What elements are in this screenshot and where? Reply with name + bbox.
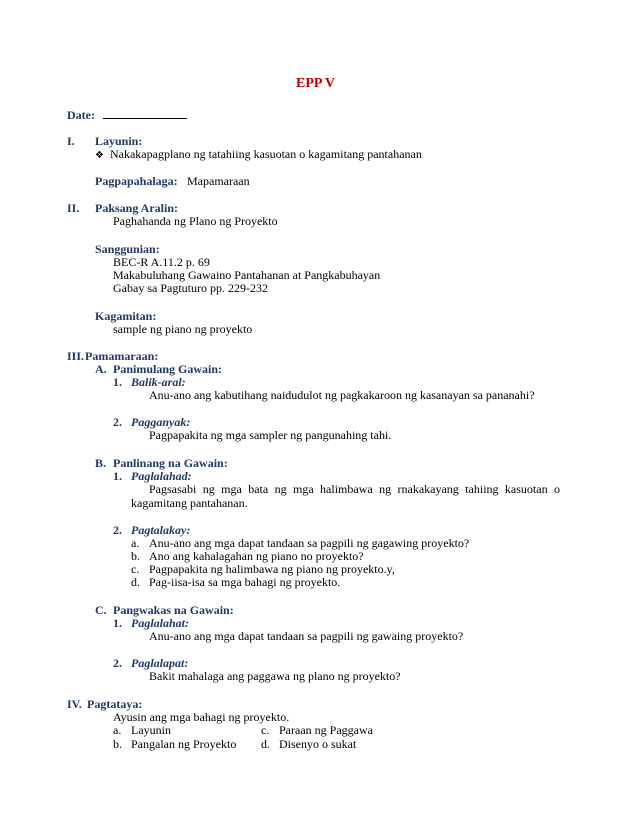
subsection-b-letter: B.	[95, 456, 107, 470]
c-item-1-number: 1.	[113, 616, 122, 630]
c-item-1-label: Paglalahat:	[131, 616, 190, 630]
section-3-number: III.	[67, 349, 85, 363]
b-item-1-text-line-2: kagamitang pantahanan.	[131, 496, 248, 510]
choice-text: Pangalan ng Proyekto	[131, 737, 237, 751]
b-item-1-text-line-1: Pagsasabi ng mga bata ng mga halimbawa ng rnakakayang tahiing kasuotan o	[149, 482, 560, 496]
subsection-a-letter: A.	[95, 362, 107, 376]
objective-bullet	[95, 147, 422, 163]
section-4-number: IV.	[67, 697, 82, 711]
references-heading: Sanggunian:	[95, 242, 160, 256]
date-blank-line	[103, 107, 187, 119]
a-item-1-text: Anu-ano ang kabutihang naidudulot ng pagkakaroon ng kasanayan sa pananahi?	[149, 388, 535, 402]
list-item-letter: a.	[131, 536, 140, 550]
list-item-letter: d.	[131, 575, 140, 589]
a-item-1-label: Balik-aral:	[131, 375, 186, 389]
b-item-2-label: Pagtalakay:	[131, 523, 191, 537]
choice-letter: d.	[261, 737, 270, 751]
choice-text: Layunin	[131, 723, 171, 737]
evaluation-instruction: Ayusin ang mga bahagi ng proyekto.	[113, 710, 290, 724]
a-item-1-number: 1.	[113, 375, 122, 389]
choice-letter: b.	[113, 737, 122, 751]
diamond-bullet-icon: ❖	[95, 150, 104, 161]
list-item-letter: b.	[131, 549, 140, 563]
b-item-2-number: 2.	[113, 523, 122, 537]
reference-item: Makabuluhang Gawaino Pantahanan at Pangkabuhayan	[113, 268, 381, 282]
list-item-text: Pag-iisa-isa sa mga bahagi ng proyekto.	[149, 575, 341, 589]
materials-heading: Kagamitan:	[95, 309, 157, 323]
b-item-1-number: 1.	[113, 469, 122, 483]
c-item-2-number: 2.	[113, 656, 122, 670]
reference-item: Gabay sa Pagtuturo pp. 229-232	[113, 281, 268, 295]
choice-text: Disenyo o sukat	[279, 737, 357, 751]
c-item-2-text: Bakit mahalaga ang paggawa ng plano ng proyekto?	[149, 669, 401, 683]
date-label: Date:	[67, 108, 95, 122]
list-item-text: Anu-ano ang mga dapat tandaan sa pagpili ng gagawing proyekto?	[149, 536, 470, 550]
subsection-b-heading: Panlinang na Gawain:	[113, 456, 228, 470]
subsection-c-letter: C.	[95, 603, 107, 617]
value-text: Mapamaraan	[187, 174, 250, 188]
a-item-2-text: Pagpapakita ng mga sampler ng pangunahing tahi.	[149, 428, 392, 442]
reference-item: BEC-R A.11.2 p. 69	[113, 255, 210, 269]
value-label: Pagpapahalaga:	[95, 174, 178, 188]
b-item-1-label: Paglalahad:	[131, 469, 192, 483]
choice-letter: a.	[113, 723, 122, 737]
a-item-2-label: Pagganyak:	[131, 415, 191, 429]
list-item-text: Ano ang kahalagahan ng piano no proyekto?	[149, 549, 364, 563]
section-3-heading: Pamamaraan:	[85, 349, 159, 363]
section-1-number: I.	[67, 134, 75, 148]
c-item-1-text: Anu-ano ang mga dapat tandaan sa pagpili ng gawaing proyekto?	[149, 629, 464, 643]
section-1-heading: Layunin:	[95, 134, 143, 148]
a-item-2-number: 2.	[113, 415, 122, 429]
choice-text: Paraan ng Paggawa	[279, 723, 373, 737]
section-2-heading: Paksang Aralin:	[95, 201, 179, 215]
topic-text: Paghahanda ng Plano ng Proyekto	[113, 214, 278, 228]
c-item-2-label: Paglalapat:	[131, 656, 189, 670]
document-title: EPP V	[296, 76, 336, 91]
subsection-c-heading: Pangwakas na Gawain:	[113, 603, 234, 617]
date-line	[67, 107, 187, 122]
list-item-text: Pagpapakita ng halimbawa ng piano ng proyekto.y,	[149, 562, 395, 576]
choice-letter: c.	[261, 723, 270, 737]
objective-text: Nakakapagplano ng tatahiing kasuotan o kagamitang pantahanan	[109, 147, 422, 161]
section-2-number: II.	[67, 201, 80, 215]
section-4-heading: Pagtataya:	[87, 697, 143, 711]
list-item-letter: c.	[131, 562, 140, 576]
subsection-a-heading: Panimulang Gawain:	[113, 362, 223, 376]
materials-text: sample ng piano ng proyekto	[113, 322, 253, 336]
